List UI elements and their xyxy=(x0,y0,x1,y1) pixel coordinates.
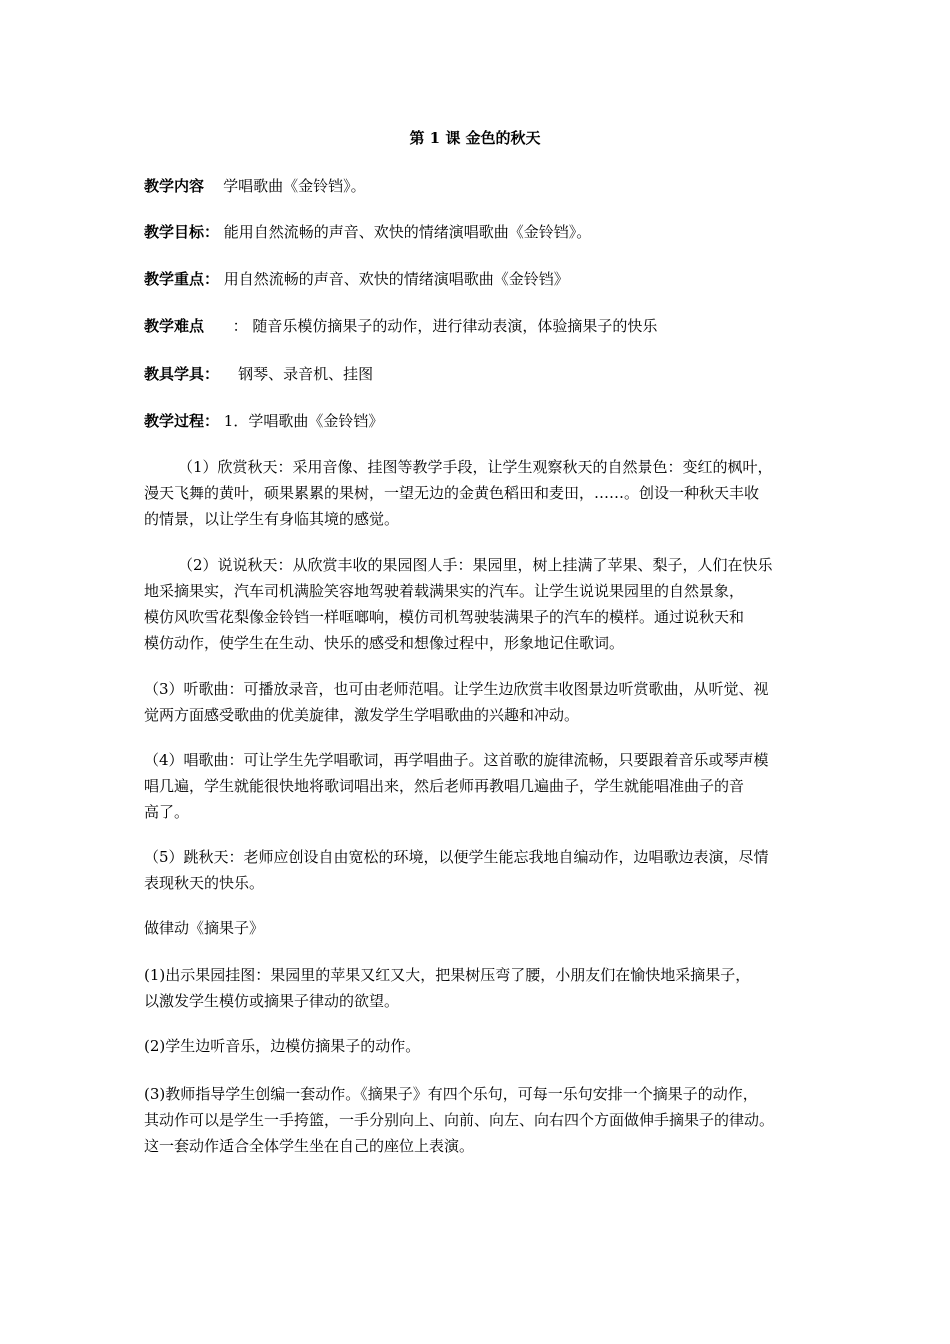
paragraph-line: 觉两方面感受歌曲的优美旋律，激发学生学唱歌曲的兴趣和冲动。 xyxy=(144,706,580,724)
field-value: 能用自然流畅的声音、欢快的情绪演唱歌曲《金铃铛》。 xyxy=(223,223,592,241)
paragraph-line: 这一套动作适合全体学生坐在自己的座位上表演。 xyxy=(144,1137,475,1155)
activity-heading xyxy=(144,915,824,941)
paragraph-line: 的情景，以让学生有身临其境的感觉。 xyxy=(144,510,400,528)
field-spacer xyxy=(224,365,234,383)
step-3-paragraph xyxy=(144,676,824,728)
paragraph-line: (2)学生边听音乐，边模仿摘果子的动作。 xyxy=(144,1037,421,1055)
field-focus xyxy=(144,269,824,289)
activity-2-paragraph xyxy=(144,1033,824,1059)
activity-1-paragraph xyxy=(144,962,824,1014)
field-label: 教学目标： xyxy=(144,223,220,241)
field-content xyxy=(144,176,824,196)
paragraph-line: （2）说说秋天：从欣赏丰收的果园图人手：果园里，树上挂满了苹果、梨子，人们在快乐 xyxy=(178,556,773,574)
paragraph-line: 以激发学生模仿或摘果子律动的欲望。 xyxy=(144,992,400,1010)
paragraph-line: 模仿风吹雪花梨像金铃铛一样哐啷响，模仿司机驾驶装满果子的汽车的模样。通过说秋天和 xyxy=(144,608,745,626)
field-label: 教具学具： xyxy=(144,365,220,383)
field-difficulty xyxy=(144,316,824,336)
field-value: 用自然流畅的声音、欢快的情绪演唱歌曲《金铃铛》 xyxy=(223,270,569,288)
field-spacer xyxy=(209,177,219,195)
page-title: 第 1 课 金色的秋天 xyxy=(409,129,541,147)
paragraph-line: 唱几遍，学生就能很快地将歌词唱出来，然后老师再教唱几遍曲子，学生就能唱准曲子的音 xyxy=(144,777,745,795)
paragraph-line: 漫天飞舞的黄叶，硕果累累的果树，一望无边的金黄色稻田和麦田，……。创设一种秋天丰收 xyxy=(144,484,760,502)
activity-3-paragraph xyxy=(144,1081,824,1159)
paragraph-line: 其动作可以是学生一手挎篮，一手分别向上、向前、向左、向右四个方面做伸手摘果子的律动。 xyxy=(144,1111,775,1129)
paragraph-line: （1）欣赏秋天：采用音像、挂图等教学手段，让学生观察秋天的自然景色：变红的枫叶， xyxy=(178,458,773,476)
field-label: 教学重点： xyxy=(144,270,220,288)
field-label: 教学过程： xyxy=(144,412,220,430)
paragraph-line: （3）听歌曲：可播放录音，也可由老师范唱。让学生边欣赏丰收图景边听赏歌曲，从听觉、视 xyxy=(144,680,769,698)
field-spacer xyxy=(209,317,228,335)
paragraph-line: 地采摘果实，汽车司机满脸笑容地驾驶着载满果实的汽车。让学生说说果园里的自然景象， xyxy=(144,582,745,600)
field-tools xyxy=(144,364,824,384)
field-value: ： 随音乐模仿摘果子的动作，进行律动表演，体验摘果子的快乐 xyxy=(232,317,658,335)
step-4-paragraph xyxy=(144,747,824,825)
field-goal xyxy=(144,222,824,242)
paragraph-line: （5）跳秋天：老师应创设自由宽松的环境，以便学生能忘我地自编动作，边唱歌边表演，尽情 xyxy=(144,848,769,866)
field-value: 1．学唱歌曲《金铃铛》 xyxy=(223,412,384,430)
paragraph-line: 做律动《摘果子》 xyxy=(144,919,265,937)
field-label: 教学内容 xyxy=(144,177,205,195)
field-value: 钢琴、录音机、挂图 xyxy=(238,365,374,383)
field-value: 学唱歌曲《金铃铛》。 xyxy=(223,177,366,195)
paragraph-line: （4）唱歌曲：可让学生先学唱歌词，再学唱曲子。这首歌的旋律流畅，只要跟着音乐或琴声模 xyxy=(144,751,769,769)
paragraph-line: 表现秋天的快乐。 xyxy=(144,874,265,892)
paragraph-line: (3)教师指导学生创编一套动作。《摘果子》有四个乐句，可每一乐句安排一个摘果子的动作， xyxy=(144,1085,758,1103)
paragraph-line: (1)出示果园挂图：果园里的苹果又红又大，把果树压弯了腰，小朋友们在愉快地采摘果子， xyxy=(144,966,751,984)
field-label: 教学难点 xyxy=(144,317,205,335)
step-1-paragraph xyxy=(144,454,824,532)
step-2-paragraph xyxy=(144,552,824,656)
step-5-paragraph xyxy=(144,844,824,896)
field-process xyxy=(144,411,824,431)
paragraph-line: 高了。 xyxy=(144,803,190,821)
paragraph-line: 模仿动作，使学生在生动、快乐的感受和想像过程中，形象地记住歌词。 xyxy=(144,634,625,652)
